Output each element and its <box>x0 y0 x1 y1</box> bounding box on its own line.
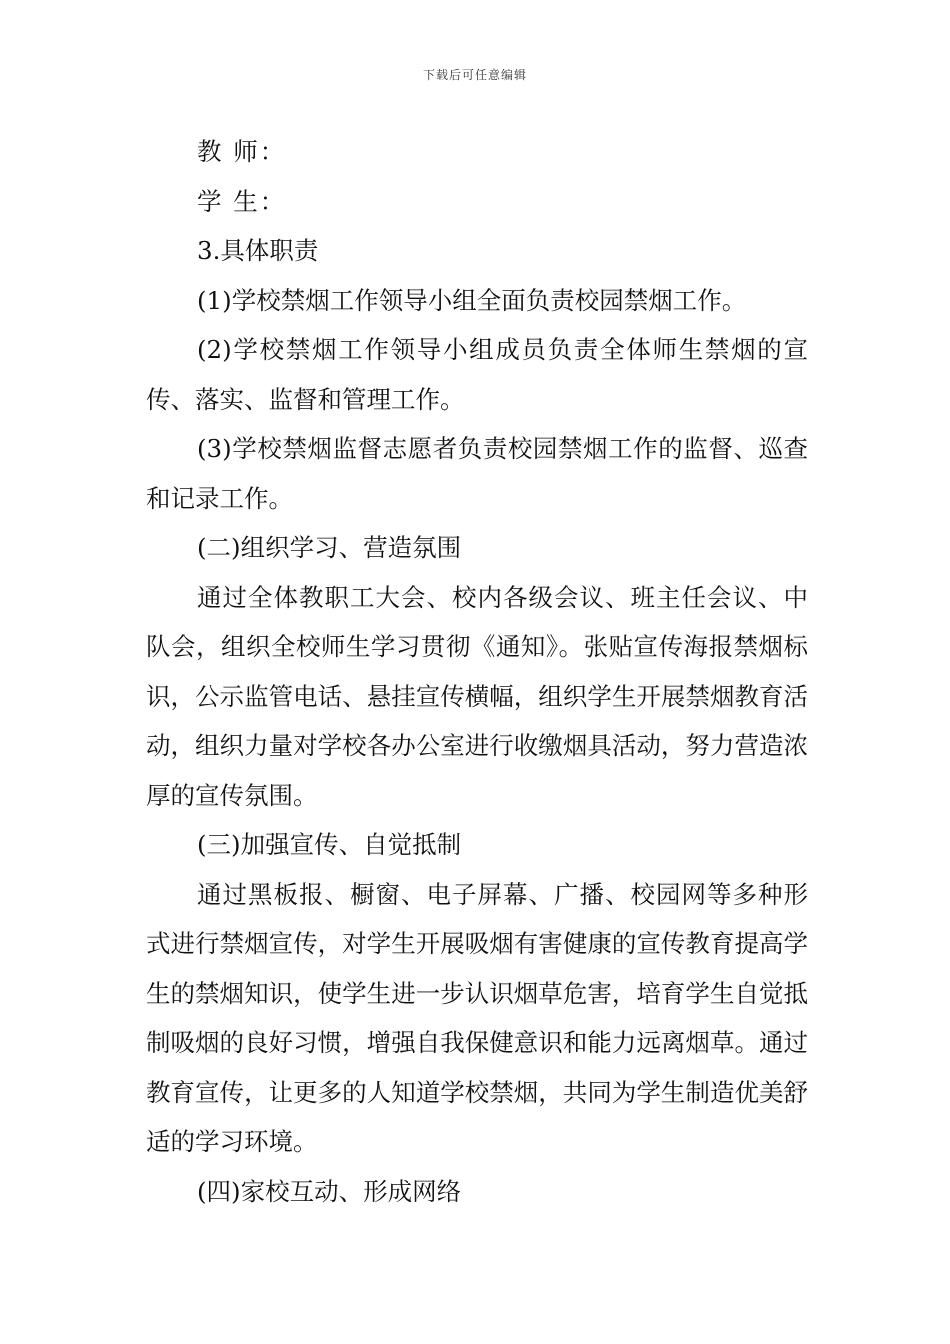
paragraph-study: 通过全体教职工大会、校内各级会议、班主任会议、中队会，组织全校师生学习贯彻《通知》。张贴宣传海报禁烟标识，公示监管电话、悬挂宣传横幅，组织学生开展禁烟教育活动，组织力量对学校各办公室进行收缴烟具活动，努力营造浓厚的宣传氛围。 <box>146 582 808 810</box>
student-label: 学 生： <box>197 186 287 216</box>
header-note: 下载后可任意编辑 <box>422 68 527 82</box>
document-body <box>146 127 808 1216</box>
section-heading-3: (三)加强宣传、自觉抵制 <box>197 830 462 859</box>
duty-item-3: (3)学校禁烟监督志愿者负责校园禁烟工作的监督、巡查和记录工作。 <box>146 434 808 513</box>
paragraph-publicity: 通过黑板报、橱窗、电子屏幕、广播、校园网等多种形式进行禁烟宣传，对学生开展吸烟有害健康的宣传教育提高学生的禁烟知识，使学生进一步认识烟草危害，培育学生自觉抵制吸烟的良好习惯，增强自我保健意识和能力远离烟草。通过教育宣传，让更多的人知道学校禁烟，共同为学生制造优美舒适的学习环境。 <box>146 879 808 1156</box>
section-heading-duties: 3.具体职责 <box>197 236 319 265</box>
duty-item-1: (1)学校禁烟工作领导小组全面负责校园禁烟工作。 <box>197 285 747 315</box>
section-heading-4: (四)家校互动、形成网络 <box>197 1176 462 1206</box>
section-heading-2: (二)组织学习、营造氛围 <box>197 533 462 562</box>
duty-item-2: (2)学校禁烟工作领导小组成员负责全体师生禁烟的宣传、落实、监督和管理工作。 <box>146 335 808 414</box>
teacher-label: 教 师： <box>197 137 287 166</box>
